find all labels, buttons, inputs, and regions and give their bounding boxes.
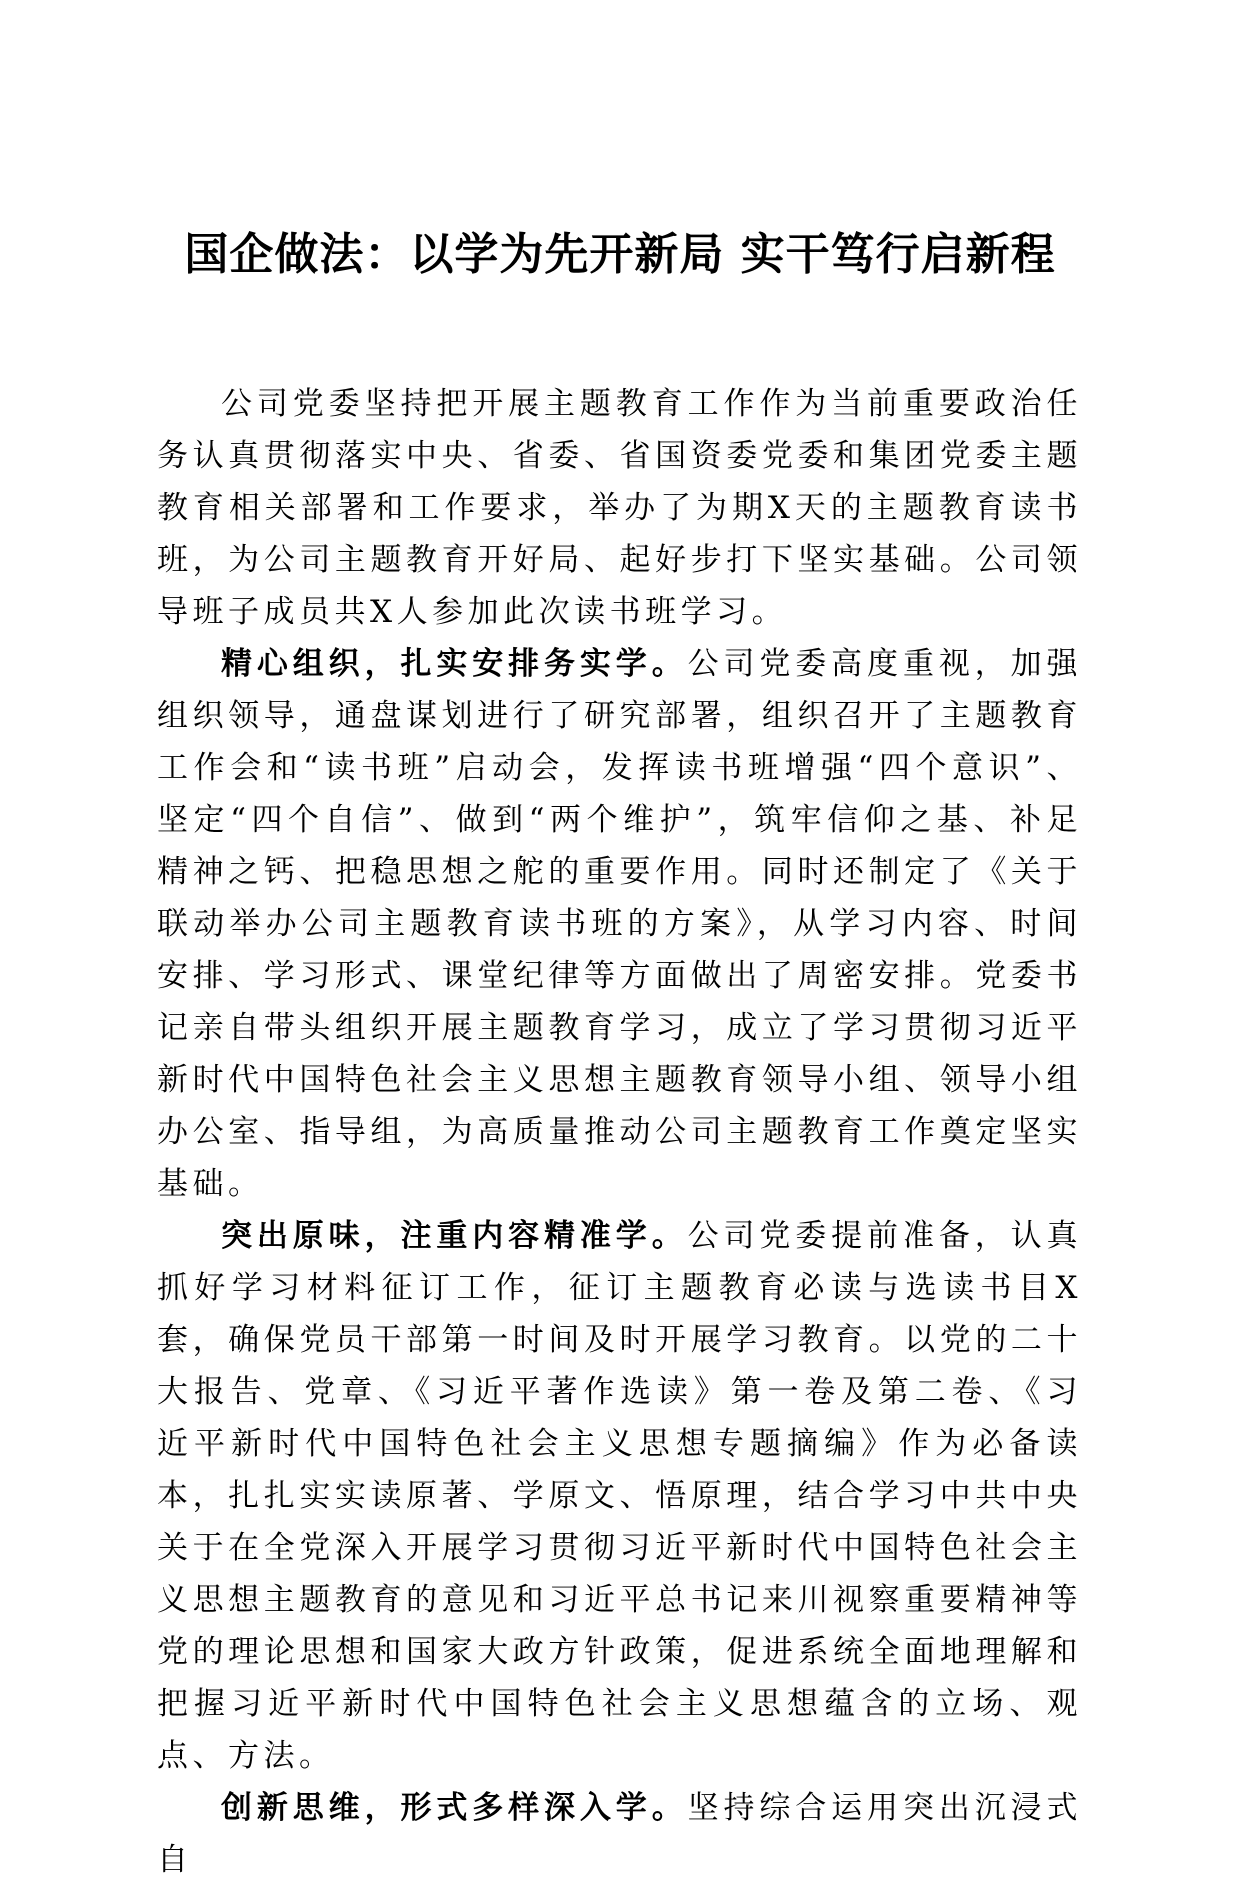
document-body xyxy=(157,378,1082,1886)
paragraph-text: 公司党委坚持把开展主题教育工作作为当前重要政治任务认真贯彻落实中央、省委、省国资委党委和集团党委主题教育相关部署和工作要求，举办了为期X天的主题教育读书班，为公司主题教育开好局、起好步打下坚实基础。公司领导班子成员共X人参加此次读书班学习。 xyxy=(157,386,1082,630)
paragraph-text: 坚持综合运用突出沉浸式自 xyxy=(157,1790,1083,1878)
paragraph-lead: 创新思维，形式多样深入学。 xyxy=(221,1790,688,1826)
paragraph-lead: 突出原味，注重内容精准学。 xyxy=(221,1218,688,1254)
paragraph-lead: 精心组织，扎实安排务实学。 xyxy=(221,646,688,682)
document-title: 国企做法：以学为先开新局 实干笃行启新程 xyxy=(184,229,1056,280)
paragraph-content xyxy=(157,1210,1082,1782)
paragraph-text: 公司党委提前准备，认真抓好学习材料征订工作，征订主题教育必读与选读书目X套，确保党员干部第一时间及时开展学习教育。以党的二十大报告、党章、《习近平著作选读》第一卷及第二卷、《习近平新时代中国特色社会主义思想专题摘编》作为必备读本，扎扎实实读原著、学原文、悟原理，结合学习中共中央关于在全党深入开展学习贯彻习近平新时代中国特色社会主义思想主题教育的意见和习近平总书记来川视察重要精神等党的理论思想和国家大政方针政策，促进系统全面地理解和把握习近平新时代中国特色社会主义思想蕴含的立场、观点、方法。 xyxy=(157,1218,1083,1774)
paragraph-innovate xyxy=(157,1782,1082,1886)
paragraph-organize xyxy=(157,638,1082,1210)
paragraph-text: 公司党委高度重视，加强组织领导，通盘谋划进行了研究部署，组织召开了主题教育工作会和“读书班”启动会，发挥读书班增强“四个意识”、坚定“四个自信”、做到“两个维护”，筑牢信仰之基、补足精神之钙、把稳思想之舵的重要作用。同时还制定了《关于联动举办公司主题教育读书班的方案》，从学习内容、时间安排、学习形式、课堂纪律等方面做出了周密安排。党委书记亲自带头组织开展主题教育学习，成立了学习贯彻习近平新时代中国特色社会主义思想主题教育领导小组、领导小组办公室、指导组，为高质量推动公司主题教育工作奠定坚实基础。 xyxy=(157,646,1083,1202)
paragraph-intro xyxy=(157,378,1082,638)
